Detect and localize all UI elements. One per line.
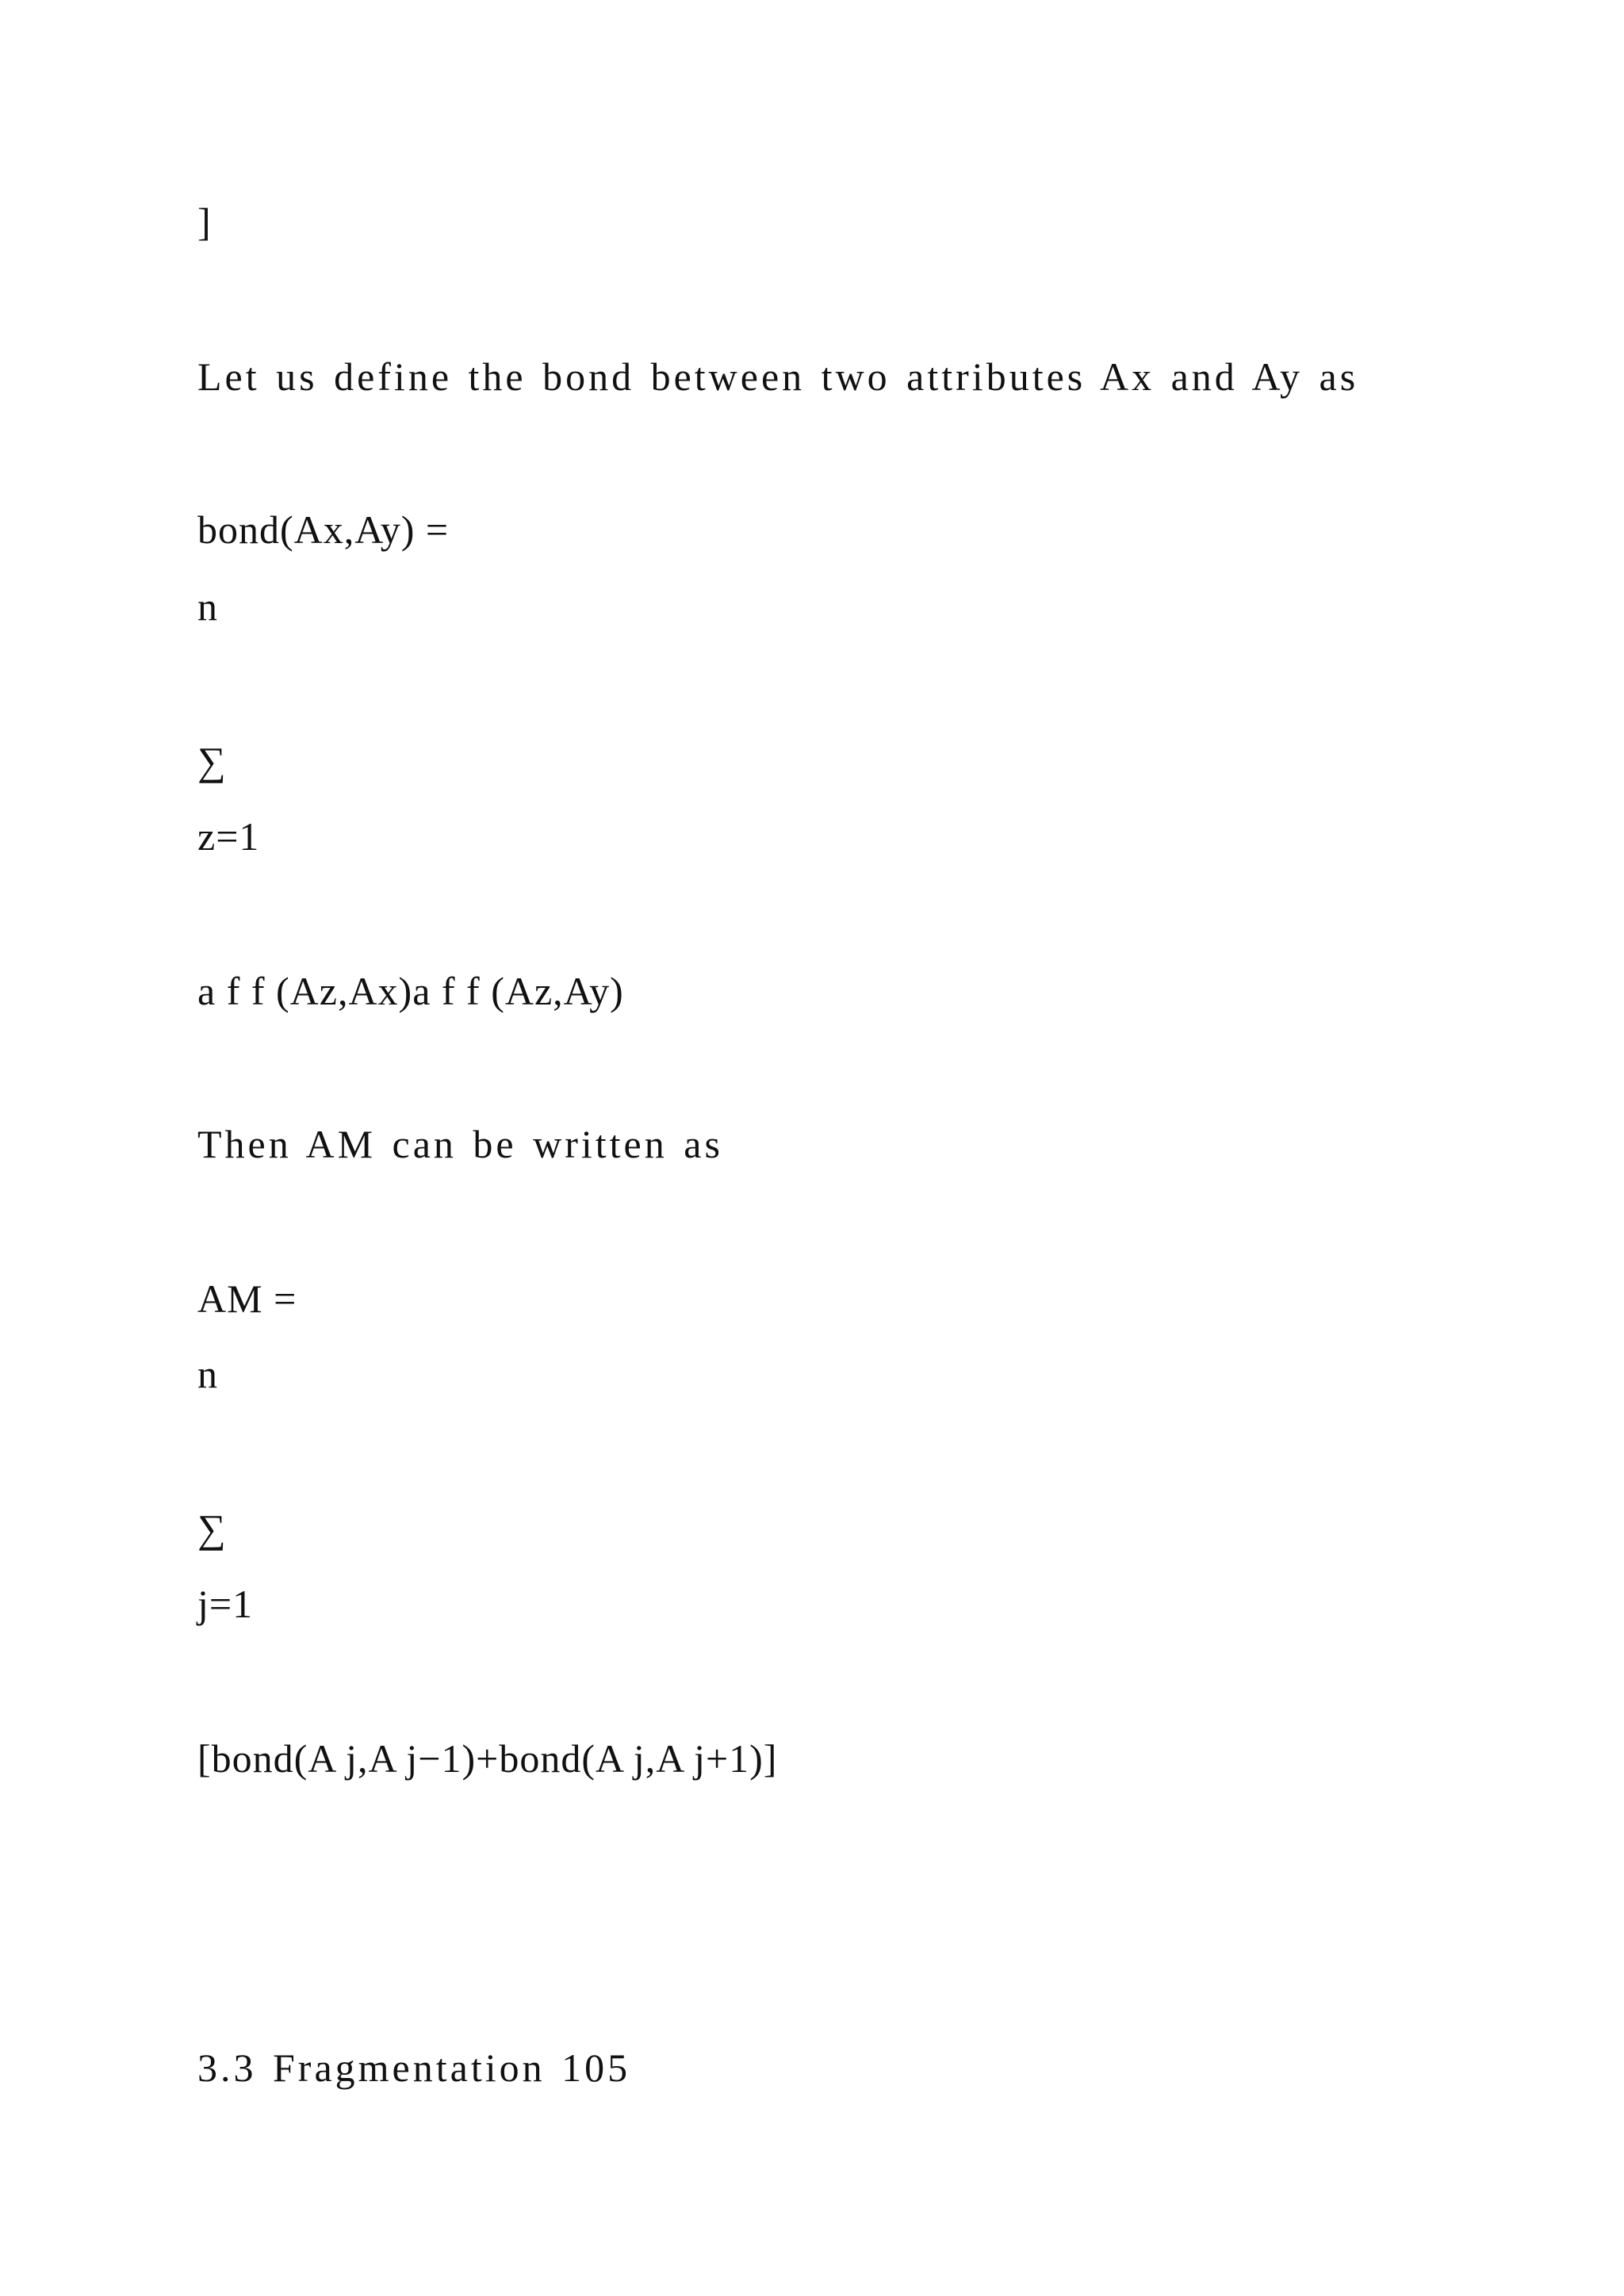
bond-formula-term: a f f (Az,Ax)a f f (Az,Ay) bbox=[197, 969, 624, 1013]
section-footer: 3.3 Fragmentation 105 bbox=[197, 2045, 631, 2090]
summation-symbol: ∑ bbox=[197, 739, 227, 783]
am-formula-lhs: AM = bbox=[197, 1276, 297, 1321]
bond-formula-lhs: bond(Ax,Ay) = bbox=[197, 507, 450, 552]
am-sum-upper-limit: n bbox=[197, 1352, 218, 1396]
am-intro-sentence: Then AM can be written as bbox=[197, 1122, 723, 1166]
am-summation-symbol: ∑ bbox=[197, 1506, 227, 1551]
am-formula-term: [bond(A j,A j−1)+bond(A j,A j+1)] bbox=[197, 1736, 778, 1781]
bond-definition-sentence: Let us define the bond between two attributes Ax and Ay as bbox=[197, 354, 1359, 399]
closing-bracket: ] bbox=[197, 200, 212, 244]
sum-upper-limit: n bbox=[197, 584, 218, 629]
sum-lower-limit: z=1 bbox=[197, 814, 260, 859]
am-sum-lower-limit: j=1 bbox=[197, 1582, 254, 1626]
